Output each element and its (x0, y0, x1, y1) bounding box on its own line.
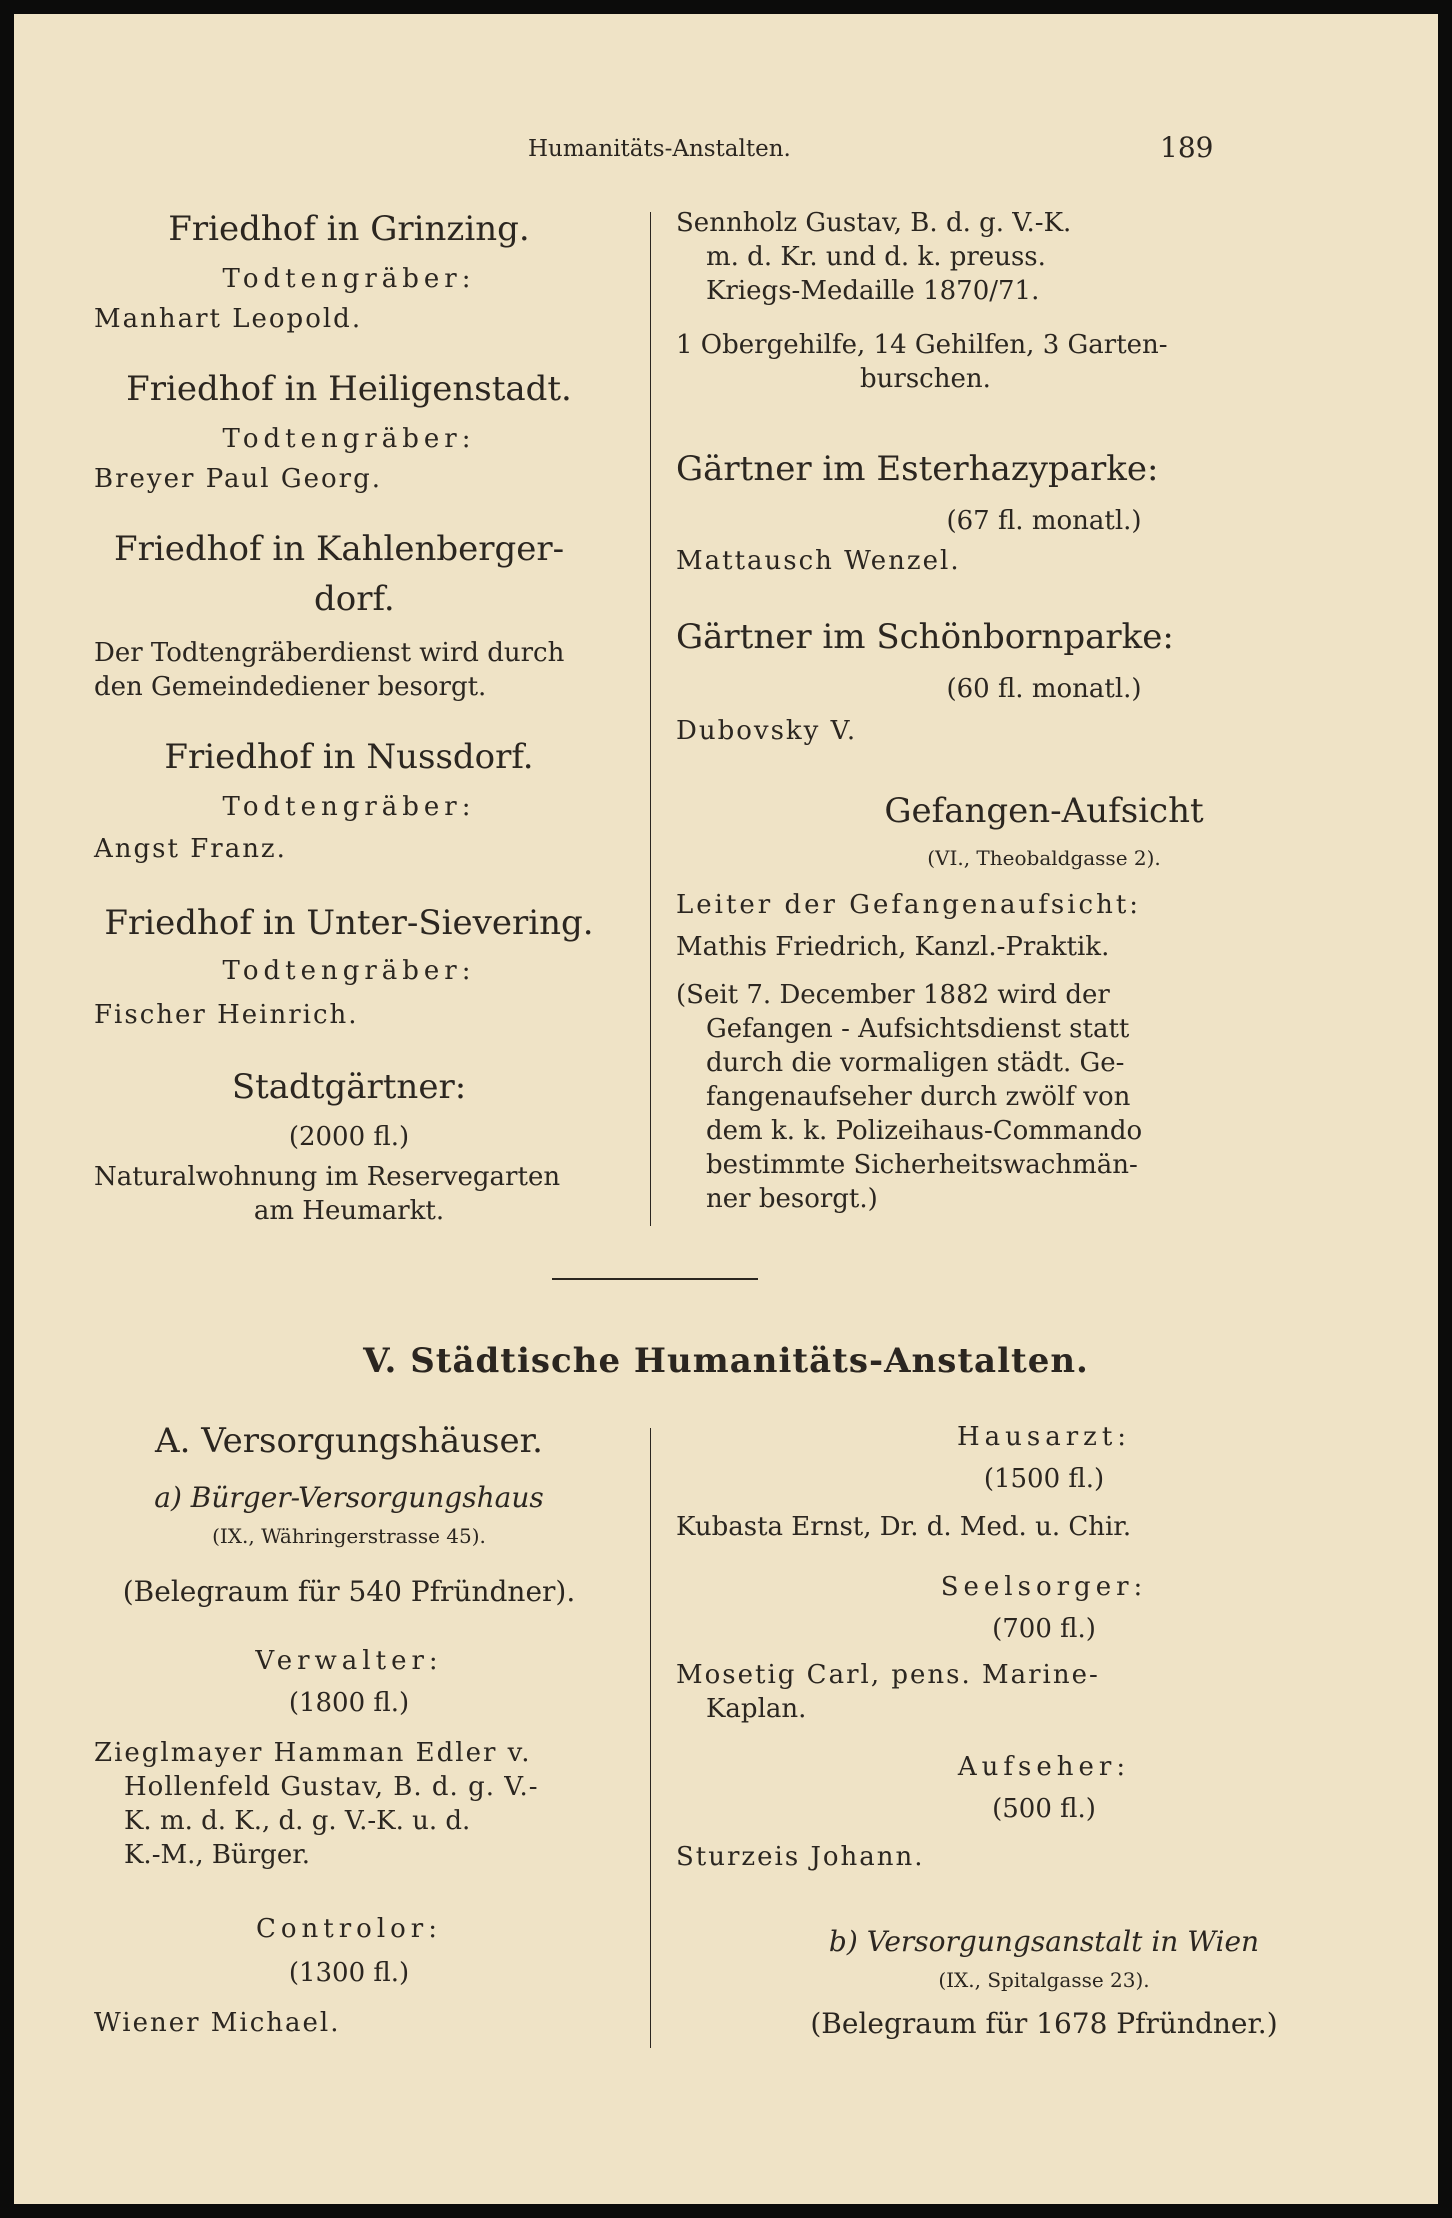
address-gefangen: (VI., Theobaldgasse 2). (927, 846, 1161, 870)
note-gefangen-line4: fangenaufseher durch zwölf von (706, 1082, 1131, 1112)
name-controlor: Wiener Michael. (94, 2008, 341, 2038)
role-heiligenstadt: Todtengräber: (222, 424, 476, 454)
salary-aufseher: (500 fl.) (992, 1794, 1096, 1824)
salary-seelsorger: (700 fl.) (992, 1614, 1096, 1644)
sennholz-line2: m. d. Kr. und d. k. preuss. (706, 242, 1046, 272)
name-heiligenstadt: Breyer Paul Georg. (94, 464, 382, 494)
heading-kahlenberger-line1: Friedhof in Kahlenberger- (114, 529, 565, 569)
note-gefangen-line6: bestimmte Sicherheitswachmän- (706, 1150, 1138, 1180)
salary-stadtgaertner: (2000 fl.) (288, 1122, 410, 1152)
note-gefangen-line2: Gefangen - Aufsichtsdienst statt (706, 1014, 1130, 1044)
note-gefangen-line3: durch die vormaligen städt. Ge- (706, 1048, 1125, 1078)
subheading-wien (664, 1925, 1424, 1958)
sennholz-line1: Sennholz Gustav, B. d. g. V.-K. (676, 208, 1072, 238)
name-unter-sievering: Fischer Heinrich. (94, 1000, 359, 1030)
role-unter-sievering: Todtengräber: (222, 956, 476, 986)
sennholz-line3: Kriegs-Medaille 1870/71. (706, 276, 1040, 306)
text-kahlenberger-line1: Der Todtengräberdienst wird durch (94, 638, 565, 668)
capacity-buerger: (Belegraum für 540 Pfründner). (122, 1575, 576, 1608)
role-gefangen: Leiter der Gefangenaufsicht: (676, 890, 1142, 920)
name-grinzing: Manhart Leopold. (94, 304, 363, 334)
sub-title-wien: Versorgungsanstalt in Wien (866, 1925, 1260, 1958)
column-divider-bottom (650, 1428, 651, 2048)
role-controlor: Controlor: (256, 1914, 442, 1944)
sub-letter-b: b) (828, 1925, 858, 1958)
section-title: V. Städtische Humanitäts-Anstalten. (363, 1341, 1089, 1381)
heading-unter-sievering: Friedhof in Unter-Sievering. (104, 903, 594, 943)
column-divider-top (650, 212, 651, 1226)
name-nussdorf: Angst Franz. (94, 834, 287, 864)
salary-hausarzt: (1500 fl.) (983, 1464, 1105, 1494)
role-aufseher: Aufseher: (957, 1752, 1131, 1782)
salary-verwalter: (1800 fl.) (288, 1688, 410, 1718)
sub-title-buerger: Bürger-Versorgungshaus (190, 1481, 544, 1514)
section-divider-rule (552, 1278, 758, 1280)
page-number: 189 (1160, 131, 1214, 164)
text-stadtgaertner-line1: Naturalwohnung im Reservegarten (94, 1162, 561, 1192)
heading-kahlenberger-line2: dorf. (314, 579, 395, 619)
subheading-buerger (54, 1481, 644, 1514)
heading-heiligenstadt: Friedhof in Heiligenstadt. (126, 369, 572, 409)
zieglmayer-line1: Zieglmayer Hamman Edler v. (94, 1738, 532, 1768)
address-wien: (IX., Spitalgasse 23). (938, 1968, 1150, 1992)
heading-grinzing: Friedhof in Grinzing. (168, 209, 530, 249)
salary-esterhazy: (67 fl. monatl.) (946, 506, 1142, 536)
name-esterhazy: Mattausch Wenzel. (676, 546, 961, 576)
seelsorger-line2: Kaplan. (706, 1694, 807, 1724)
heading-nussdorf: Friedhof in Nussdorf. (164, 737, 534, 777)
heading-versorgungshaeuser: A. Versorgungshäuser. (155, 1421, 543, 1461)
salary-controlor: (1300 fl.) (288, 1958, 410, 1988)
zieglmayer-line4: K.-M., Bürger. (124, 1840, 311, 1870)
text-kahlenberger-line2: den Gemeindediener besorgt. (94, 672, 487, 702)
note-gefangen-line7: ner besorgt.) (706, 1184, 878, 1214)
note-gefangen-line5: dem k. k. Polizeihaus-Commando (706, 1116, 1143, 1146)
role-grinzing: Todtengräber: (222, 264, 476, 294)
capacity-wien: (Belegraum für 1678 Pfründner.) (810, 2007, 1278, 2040)
salary-schoenborn: (60 fl. monatl.) (946, 674, 1142, 704)
document-page (14, 14, 1438, 2204)
seelsorger-line1: Mosetig Carl, pens. Marine- (676, 1660, 1100, 1690)
address-buerger: (IX., Währingerstrasse 45). (212, 1524, 486, 1548)
role-seelsorger: Seelsorger: (940, 1572, 1148, 1602)
heading-stadtgaertner: Stadtgärtner: (231, 1067, 467, 1107)
zieglmayer-line2: Hollenfeld Gustav, B. d. g. V.- (124, 1772, 539, 1802)
heading-gefangen: Gefangen-Aufsicht (884, 791, 1204, 831)
staff-line2: burschen. (860, 364, 991, 394)
role-hausarzt: Hausarzt: (956, 1422, 1132, 1452)
name-aufseher: Sturzeis Johann. (676, 1842, 925, 1872)
zieglmayer-line3: K. m. d. K., d. g. V.-K. u. d. (124, 1806, 471, 1836)
note-gefangen-line1: (Seit 7. December 1882 wird der (676, 980, 1110, 1010)
role-verwalter: Verwalter: (255, 1646, 443, 1676)
role-nussdorf: Todtengräber: (222, 792, 476, 822)
name-hausarzt: Kubasta Ernst, Dr. d. Med. u. Chir. (676, 1512, 1132, 1542)
text-stadtgaertner-line2: am Heumarkt. (253, 1196, 445, 1226)
name-gefangen: Mathis Friedrich, Kanzl.-Praktik. (676, 932, 1110, 962)
name-schoenborn: Dubovsky V. (676, 716, 858, 746)
sub-letter-a: a) (154, 1481, 182, 1514)
running-title: Humanitäts-Anstalten. (528, 136, 791, 162)
staff-line1: 1 Obergehilfe, 14 Gehilfen, 3 Garten- (676, 330, 1168, 360)
heading-esterhazy: Gärtner im Esterhazyparke: (676, 449, 1159, 489)
heading-schoenborn: Gärtner im Schönbornparke: (676, 617, 1174, 657)
